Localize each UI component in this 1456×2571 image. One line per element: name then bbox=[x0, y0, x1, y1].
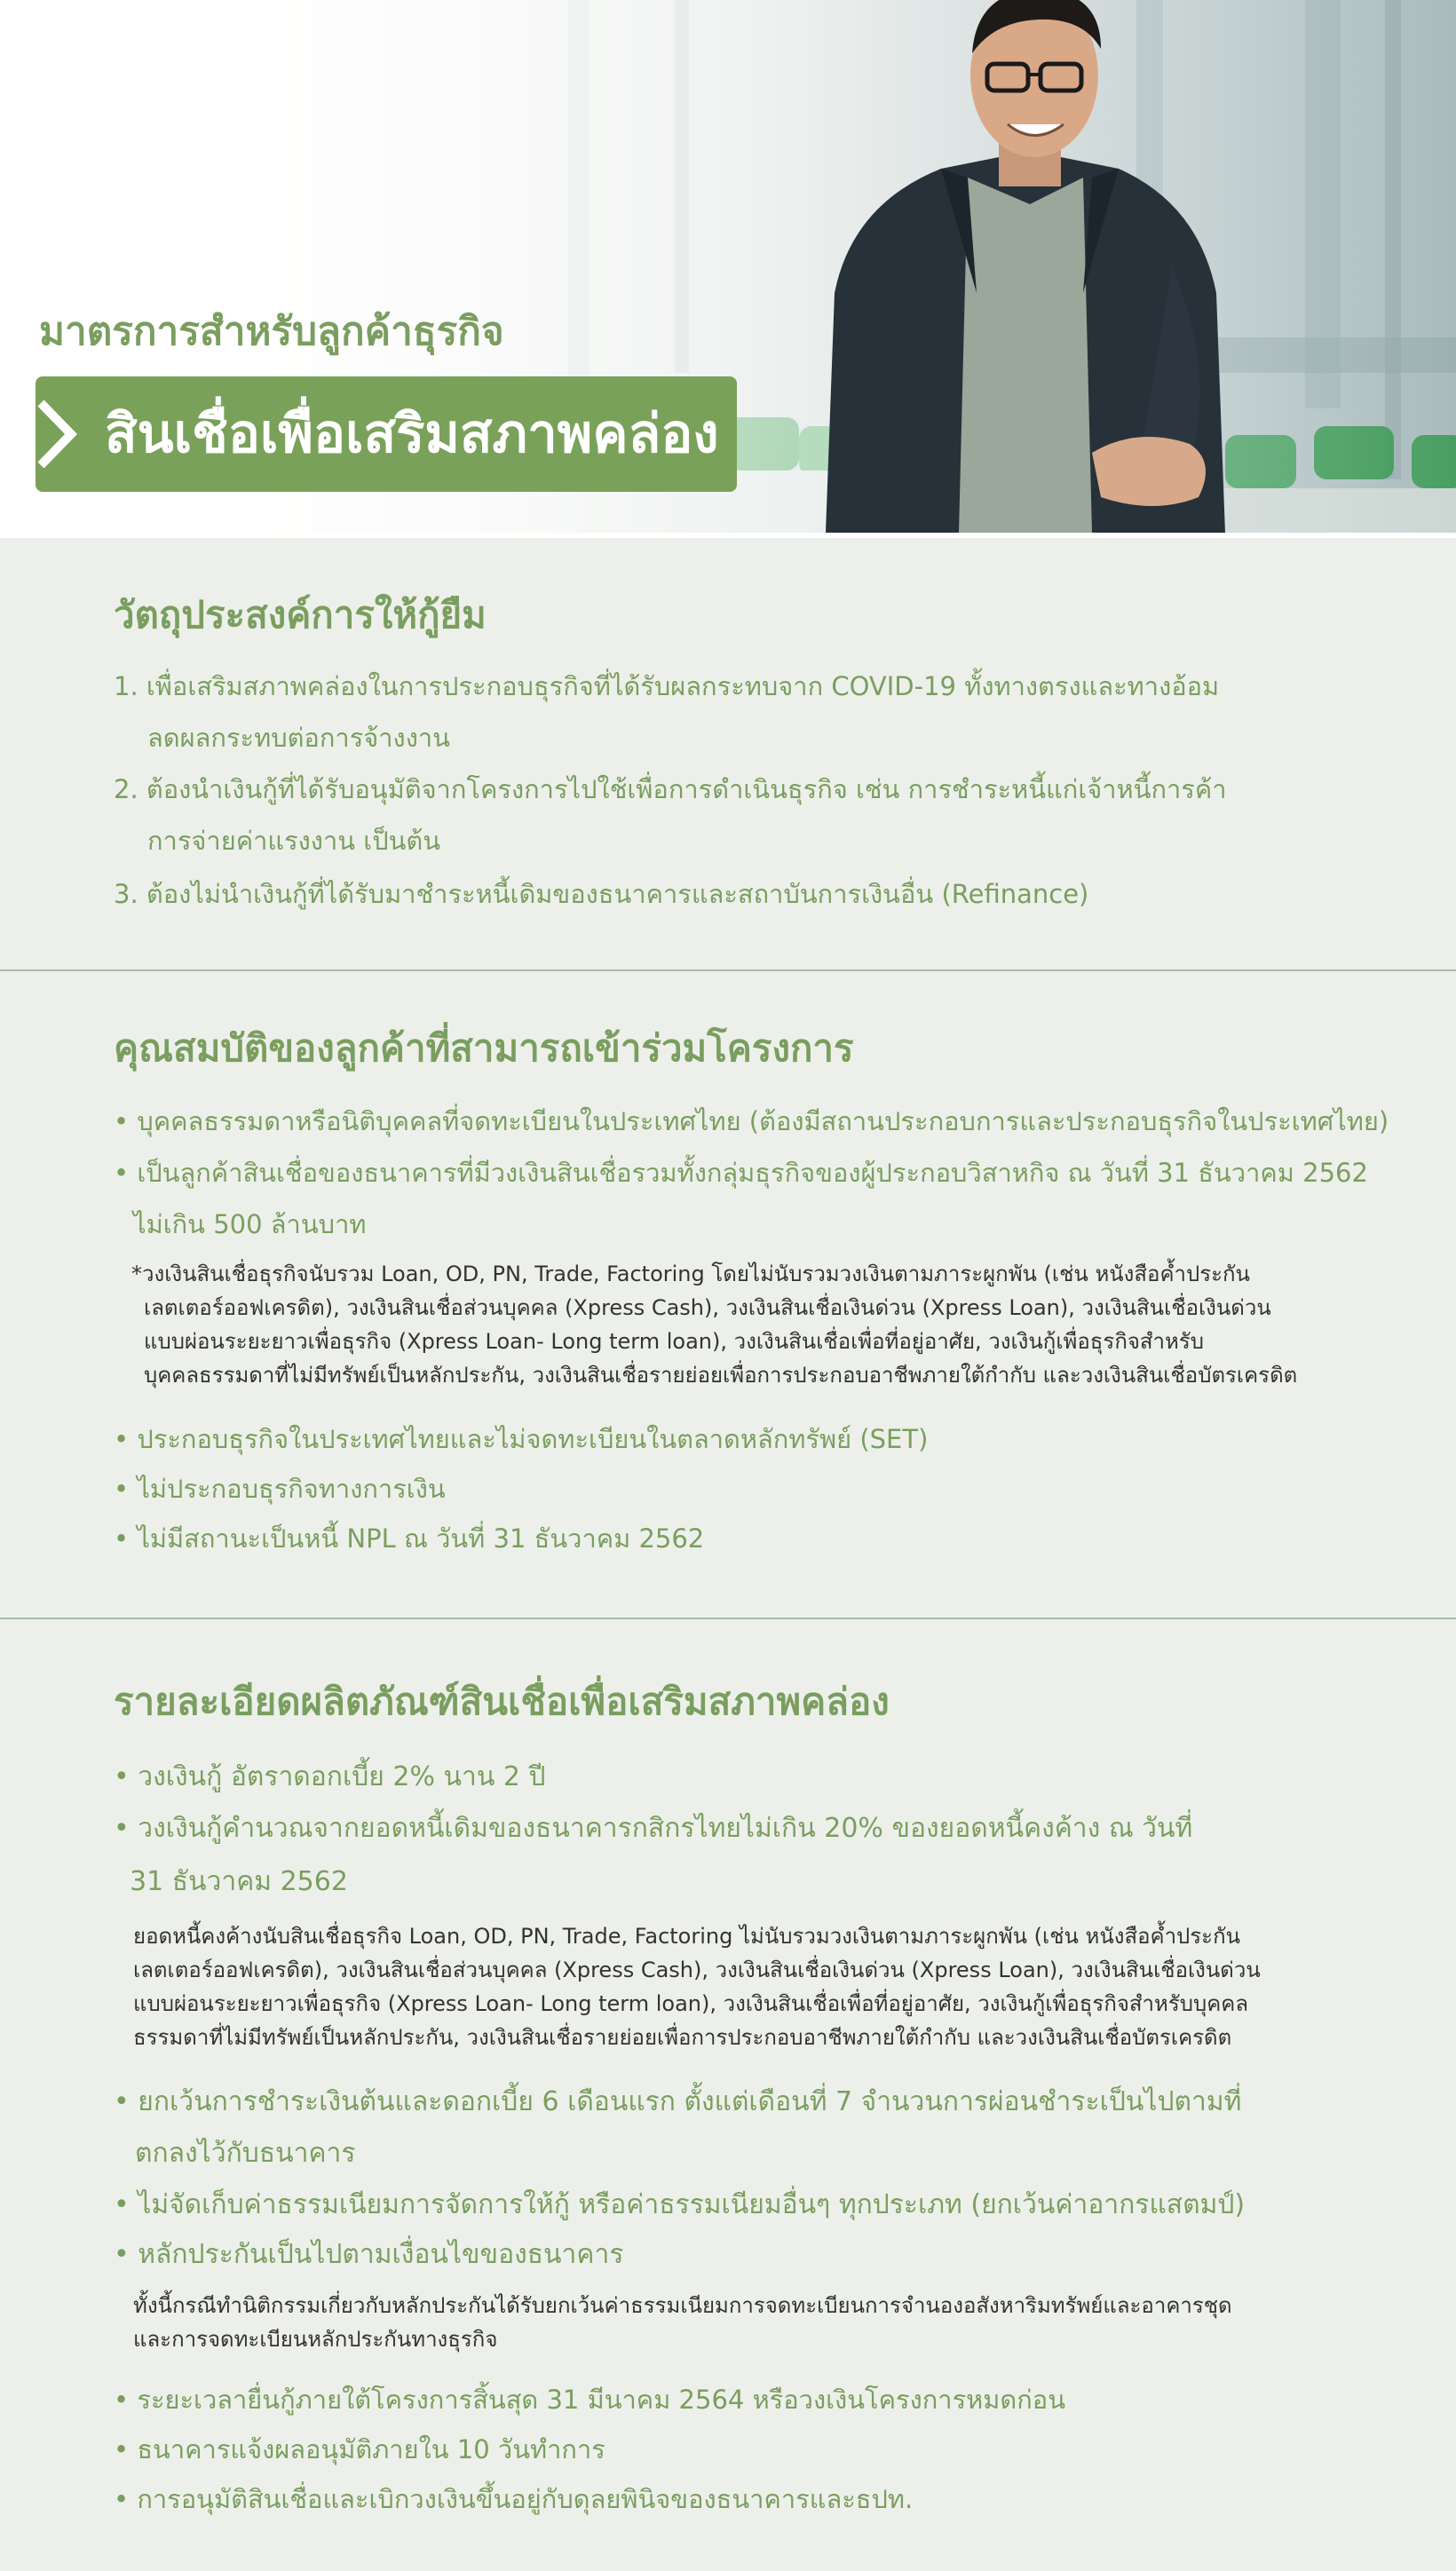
details-note-line: ยอดหนี้คงค้างนับสินเชื่อธุรกิจ Loan, OD, PN, Trade, Factoring ไม่นับรวมวงเงินตามภาระผูกพัน (เช่น หนังสือค้ำประกัน bbox=[133, 1924, 1241, 1949]
list-item bbox=[114, 1101, 1389, 1142]
list-item-text: ประกอบธุรกิจในประเทศไทยและไม่จดทะเบียนในตลาดหลักทรัพย์ (SET) bbox=[137, 1424, 929, 1454]
section-divider bbox=[0, 1618, 1456, 1619]
businessman-photo bbox=[799, 0, 1261, 533]
list-item-cont: 31 ธันวาคม 2562 bbox=[130, 1866, 348, 1897]
purpose-item-1-cont: ลดผลกระทบต่อการจ้างงาน bbox=[147, 723, 450, 753]
bullet-icon: • bbox=[114, 2189, 138, 2220]
bullet-icon: • bbox=[114, 1158, 138, 1188]
list-item bbox=[114, 2184, 1245, 2226]
list-item bbox=[114, 2429, 605, 2470]
list-item-text: บุคคลธรรมดาหรือนิติบุคคลที่จดทะเบียนในประเทศไทย (ต้องมีสถานประกอบการและประกอบธุรกิจในประเทศไทย) bbox=[137, 1106, 1389, 1136]
list-item-text: วงเงินกู้คำนวณจากยอดหนี้เดิมของธนาคารกสิกรไทยไม่เกิน 20% ของยอดหนี้คงค้าง ณ วันที่ bbox=[138, 1813, 1193, 1844]
chevron-right-icon bbox=[36, 376, 107, 492]
bullet-icon: • bbox=[114, 1424, 138, 1454]
section-title-eligibility: คุณสมบัติของลูกค้าที่สามารถเข้าร่วมโครงการ bbox=[114, 1026, 854, 1070]
list-item-text: ไม่ประกอบธุรกิจทางการเงิน bbox=[137, 1474, 446, 1504]
details-note-line: และการจดทะเบียนหลักประกันทางธุรกิจ bbox=[133, 2327, 498, 2352]
bullet-icon: • bbox=[114, 1474, 138, 1504]
hero-banner-image bbox=[0, 0, 1456, 533]
section-divider bbox=[0, 969, 1456, 971]
list-item-text: วงเงินกู้ อัตราดอกเบี้ย 2% นาน 2 ปี bbox=[138, 1761, 546, 1792]
bullet-icon: • bbox=[114, 1813, 138, 1844]
list-item-text: ไม่มีสถานะเป็นหนี้ NPL ณ วันที่ 31 ธันวาคม 2562 bbox=[137, 1523, 705, 1554]
list-item-text: ยกเว้นการชำระเงินต้นและดอกเบี้ย 6 เดือนแรก ตั้งแต่เดือนที่ 7 จำนวนการผ่อนชำระเป็นไปตามที่ bbox=[138, 2086, 1242, 2117]
hero-title-banner bbox=[36, 376, 737, 492]
section-title-details: รายละเอียดผลิตภัณฑ์สินเชื่อเพื่อเสริมสภาพคล่อง bbox=[114, 1680, 890, 1723]
purpose-item-3: 3. ต้องไม่นำเงินกู้ที่ได้รับมาชำระหนี้เดิมของธนาคารและสถาบันการเงินอื่น (Refinance) bbox=[114, 879, 1089, 909]
bullet-icon: • bbox=[114, 2239, 138, 2270]
list-item-text: การอนุมัติสินเชื่อและเบิกวงเงินขึ้นอยู่กับดุลยพินิจของธนาคารและธปท. bbox=[137, 2484, 914, 2514]
list-item bbox=[114, 1518, 704, 1559]
section-title-purpose: วัตถุประสงค์การให้กู้ยืม bbox=[114, 593, 487, 637]
bullet-icon: • bbox=[114, 2385, 138, 2415]
details-note-line: เลตเตอร์ออฟเครดิต), วงเงินสินเชื่อส่วนบุคคล (Xpress Cash), วงเงินสินเชื่อเงินด่วน (Xpress Loan), วงเงินสินเชื่อเงินด่วน bbox=[133, 1958, 1261, 1982]
purpose-item-2-cont: การจ่ายค่าแรงงาน เป็นต้น bbox=[147, 826, 441, 856]
details-note-line: ทั้งนี้กรณีทำนิติกรรมเกี่ยวกับหลักประกันได้รับยกเว้นค่าธรรมเนียมการจดทะเบียนการจำนองอสังหาริมทรัพย์และอาคารชุด bbox=[133, 2293, 1232, 2318]
list-item-text: ธนาคารแจ้งผลอนุมัติภายใน 10 วันทำการ bbox=[137, 2434, 605, 2464]
hero-title: สินเชื่อเพื่อเสริมสภาพคล่อง bbox=[105, 403, 719, 465]
list-item bbox=[114, 2379, 1065, 2420]
list-item bbox=[114, 1808, 1192, 1849]
list-item bbox=[114, 2234, 623, 2275]
hero-subtitle: มาตรการสำหรับลูกค้าธุรกิจ bbox=[39, 309, 504, 354]
details-note-line: แบบผ่อนระยะยาวเพื่อธุรกิจ (Xpress Loan- Long term loan), วงเงินสินเชื่อเพื่อที่อยู่อาศัย, วงเงินกู้เพื่อธุรกิจสำหรับบุคคล bbox=[133, 1991, 1249, 2016]
list-item-cont: ไม่เกิน 500 ล้านบาท bbox=[133, 1209, 367, 1239]
list-item-text: เป็นลูกค้าสินเชื่อของธนาคารที่มีวงเงินสินเชื่อรวมทั้งกลุ่มธุรกิจของผู้ประกอบวิสาหกิจ ณ วันที่ 31 ธันวาคม 2562 bbox=[137, 1158, 1368, 1188]
bullet-icon: • bbox=[114, 1106, 138, 1136]
list-item bbox=[114, 1152, 1368, 1193]
eligibility-note-line: เลตเตอร์ออฟเครดิต), วงเงินสินเชื่อส่วนบุคคล (Xpress Cash), วงเงินสินเชื่อเงินด่วน (Xpress Loan), วงเงินสินเชื่อเงินด่วน bbox=[144, 1295, 1271, 1320]
bullet-icon: • bbox=[114, 1523, 138, 1554]
hero-divider bbox=[0, 533, 1456, 538]
purpose-item-1: 1. เพื่อเสริมสภาพคล่องในการประกอบธุรกิจที่ได้รับผลกระทบจาก COVID-19 ทั้งทางตรงและทางอ้อม bbox=[114, 671, 1220, 701]
list-item-text: ระยะเวลายื่นกู้ภายใต้โครงการสิ้นสุด 31 มีนาคม 2564 หรือวงเงินโครงการหมดก่อน bbox=[137, 2385, 1066, 2415]
list-item bbox=[114, 1468, 446, 1509]
eligibility-note-line: *วงเงินสินเชื่อธุรกิจนับรวม Loan, OD, PN, Trade, Factoring โดยไม่นับรวมวงเงินตามภาระผูกพัน (เช่น หนังสือค้ำประกัน bbox=[131, 1262, 1250, 1286]
list-item bbox=[114, 1756, 546, 1798]
bullet-icon: • bbox=[114, 2484, 138, 2514]
eligibility-note-line: บุคคลธรรมดาที่ไม่มีทรัพย์เป็นหลักประกัน, วงเงินสินเชื่อรายย่อยเพื่อการประกอบอาชีพภายใต้กำกับ และวงเงินสินเชื่อบัตรเครดิต bbox=[144, 1363, 1298, 1388]
list-item-cont: ตกลงไว้กับธนาคาร bbox=[135, 2138, 356, 2169]
eligibility-note-line: แบบผ่อนระยะยาวเพื่อธุรกิจ (Xpress Loan- Long term loan), วงเงินสินเชื่อเพื่อที่อยู่อาศัย, วงเงินกู้เพื่อธุรกิจสำหรับ bbox=[144, 1329, 1204, 1354]
purpose-item-2: 2. ต้องนำเงินกู้ที่ได้รับอนุมัติจากโครงการไปใช้เพื่อการดำเนินธุรกิจ เช่น การชำระหนี้แก่เจ้าหนี้การค้า bbox=[114, 774, 1227, 804]
bullet-icon: • bbox=[114, 2434, 138, 2464]
list-item-text: ไม่จัดเก็บค่าธรรมเนียมการจัดการให้กู้ หรือค่าธรรมเนียมอื่นๆ ทุกประเภท (ยกเว้นค่าอากรแสตมป์) bbox=[138, 2189, 1246, 2220]
details-note-line: ธรรมดาที่ไม่มีทรัพย์เป็นหลักประกัน, วงเงินสินเชื่อรายย่อยเพื่อการประกอบอาชีพภายใต้กำกับ และวงเงินสินเชื่อบัตรเครดิต bbox=[133, 2025, 1232, 2050]
list-item bbox=[114, 2081, 1241, 2123]
list-item-text: หลักประกันเป็นไปตามเงื่อนไขของธนาคาร bbox=[138, 2239, 624, 2270]
bullet-icon: • bbox=[114, 2086, 138, 2117]
bullet-icon: • bbox=[114, 1761, 138, 1792]
list-item bbox=[114, 1419, 928, 1460]
list-item bbox=[114, 2479, 913, 2520]
